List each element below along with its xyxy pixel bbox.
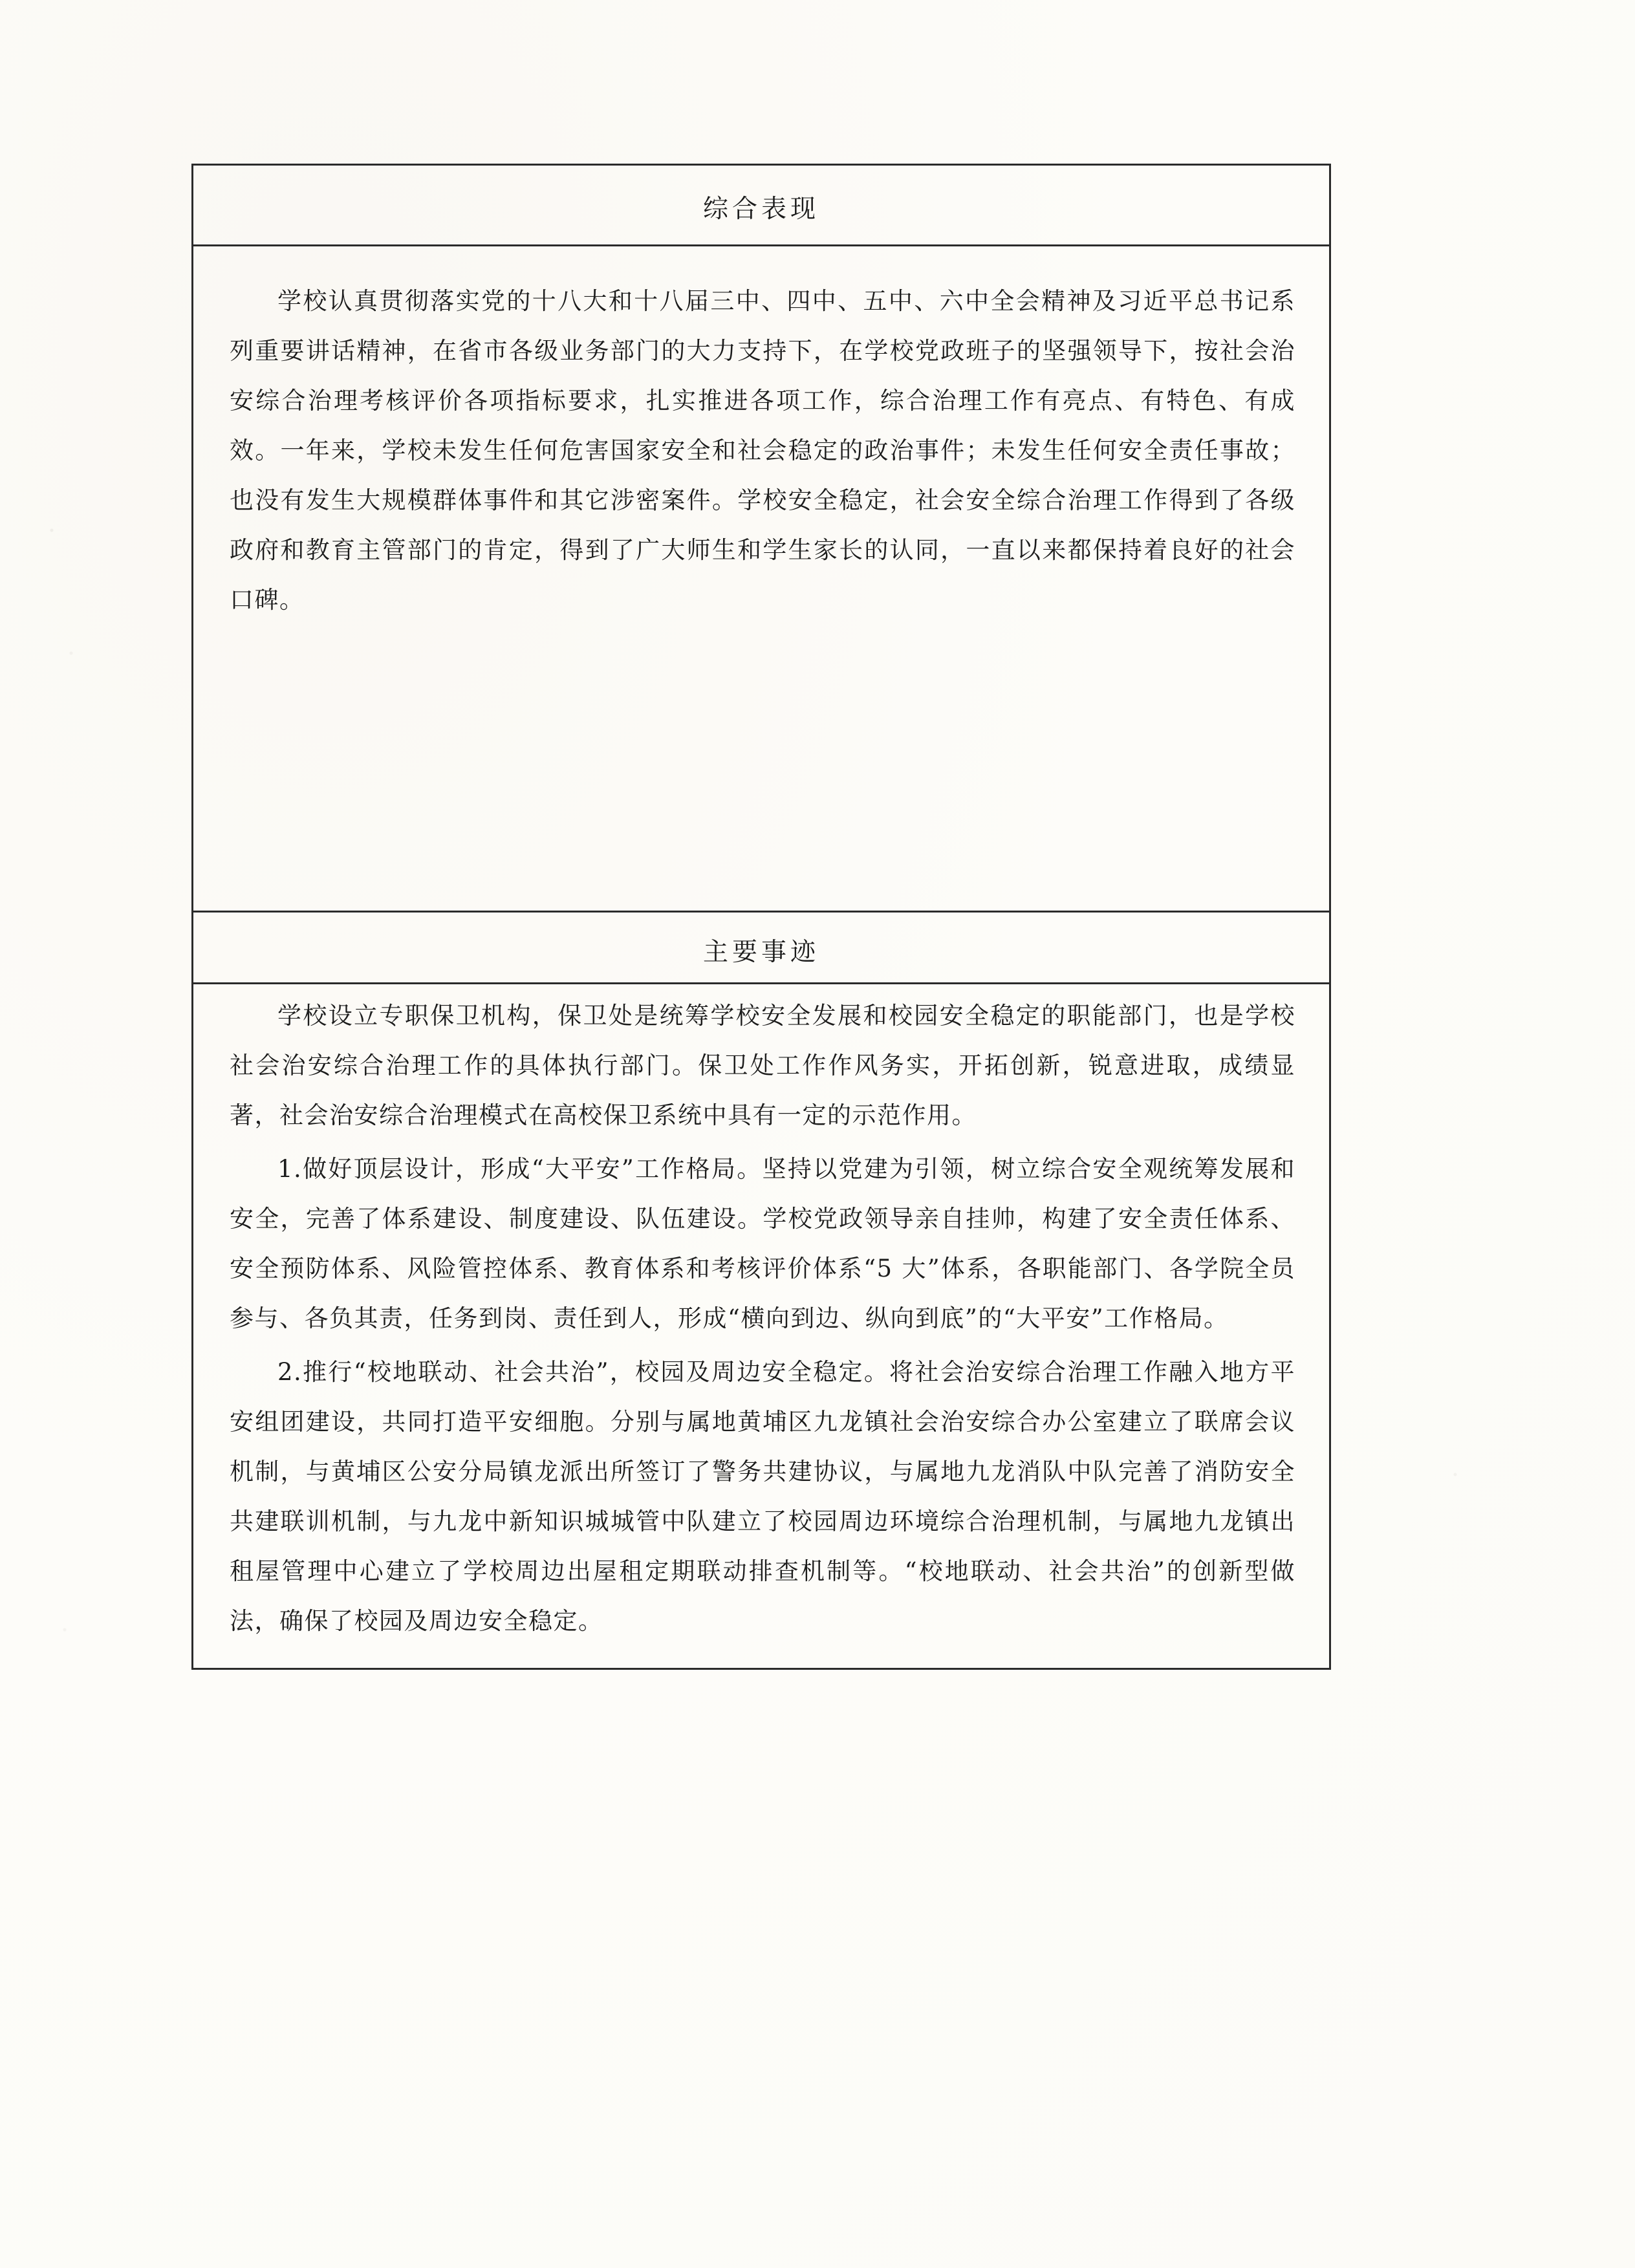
section-header-main-deeds: 主要事迹: [702, 938, 819, 967]
paragraph: 学校设立专职保卫机构，保卫处是统筹学校安全发展和校园安全稳定的职能部门，也是学校社会治安综合治理工作的具体执行部门。保卫处工作作风务实，开拓创新，锐意进取，成绩显著，社会治安综合治理模式在高校保卫系统中具有一定的示范作用。: [230, 1002, 1295, 1129]
form-table: [191, 164, 1331, 1670]
section-body-main-deeds: [193, 984, 1329, 1668]
section-body-comprehensive-performance: [193, 246, 1329, 913]
paragraph: 2.推行“校地联动、社会共治”，校园及周边安全稳定。将社会治安综合治理工作融入地方平安组团建设，共同打造平安细胞。分别与属地黄埔区九龙镇社会治安综合办公室建立了联席会议机制，与黄埔区公安分局镇龙派出所签订了警务共建协议，与属地九龙消队中队完善了消防安全共建联训机制，与九龙中新知识城城管中队建立了校园周边环境综合治理机制，与属地九龙镇出租屋管理中心建立了学校周边出屋租定期联动排查机制等。“校地联动、社会共治”的创新型做法，确保了校园及周边安全稳定。: [230, 1358, 1295, 1635]
paragraph: 1.做好顶层设计，形成“大平安”工作格局。坚持以党建为引领，树立综合安全观统筹发展和安全，完善了体系建设、制度建设、队伍建设。学校党政领导亲自挂帅，构建了安全责任体系、安全预防体系、风险管控体系、教育体系和考核评价体系“5 大”体系，各职能部门、各学院全员参与、各负其责，任务到岗、责任到人，形成“横向到边、纵向到底”的“大平安”工作格局。: [230, 1155, 1295, 1332]
paragraph: 学校认真贯彻落实党的十八大和十八届三中、四中、五中、六中全会精神及习近平总书记系列重要讲话精神，在省市各级业务部门的大力支持下，在学校党政班子的坚强领导下，按社会治安综合治理考核评价各项指标要求，扎实推进各项工作，综合治理工作有亮点、有特色、有成效。一年来，学校未发生任何危害国家安全和社会稳定的政治事件；未发生任何安全责任事故；也没有发生大规模群体事件和其它涉密案件。学校安全稳定，社会安全综合治理工作得到了各级政府和教育主管部门的肯定，得到了广大师生和学生家长的认同，一直以来都保持着良好的社会口碑。: [230, 287, 1295, 614]
section-header-comprehensive-performance: 综合表现: [193, 166, 1329, 246]
